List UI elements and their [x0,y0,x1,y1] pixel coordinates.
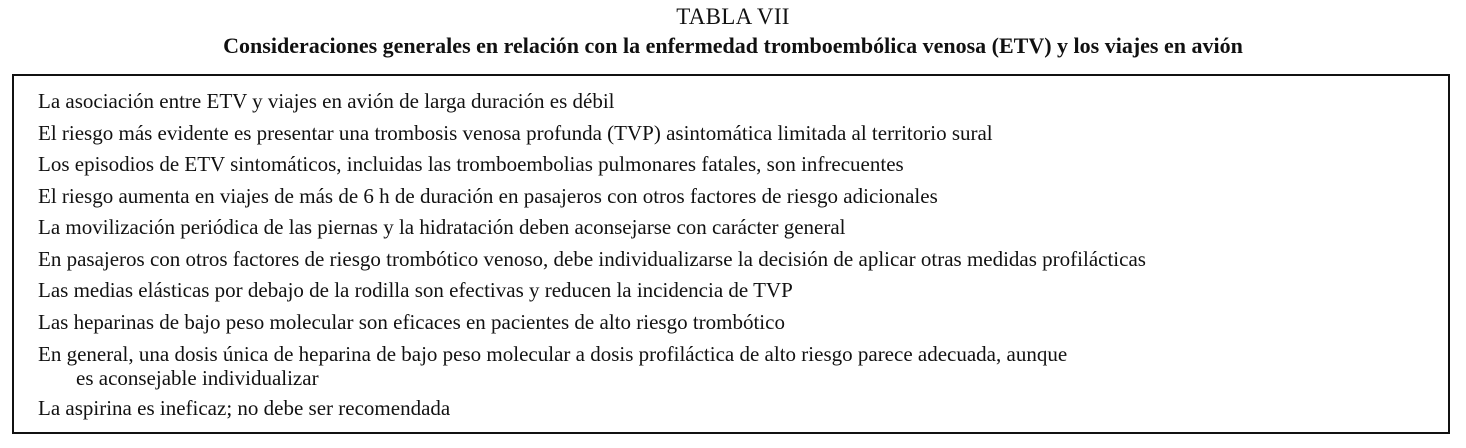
table-label: TABLA VII [676,4,790,29]
item-text: La movilización periódica de las piernas y la hidratación deben aconsejarse con carácter general [38,215,846,239]
item-continuation-text: es aconsejable individualizar [76,366,319,390]
list-item [38,393,1146,425]
list-item [38,338,1146,393]
list-item [38,118,1146,150]
list-item [38,307,1146,339]
list-item [38,86,1146,118]
list-item [38,244,1146,276]
item-text: La aspirina es ineficaz; no debe ser recomendada [38,396,451,420]
list-item [38,275,1146,307]
item-text: En general, una dosis única de heparina de bajo peso molecular a dosis profiláctica de alto riesgo parece adecuada, aunque [38,342,1068,366]
item-text: El riesgo aumenta en viajes de más de 6 h de duración en pasajeros con otros factores de riesgo adicionales [38,183,938,208]
table-box [12,74,1450,434]
table-title: Consideraciones generales en relación con la enfermedad tromboembólica venosa (ETV) y los viajes en avión [223,33,1243,58]
list-item [38,149,1146,181]
item-text: En pasajeros con otros factores de riesgo trombótico venoso, debe individualizarse la decisión de aplicar otras medidas profilácticas [38,246,1146,271]
item-text: La asociación entre ETV y viajes en avión de larga duración es débil [38,89,615,113]
item-text: Los episodios de ETV sintomáticos, incluidas las tromboembolias pulmonares fatales, son infrecuentes [38,152,904,176]
list-item [38,181,1146,213]
list-item [38,212,1146,244]
item-text: Las heparinas de bajo peso molecular son eficaces en pacientes de alto riesgo trombótico [38,309,785,334]
item-text: Las medias elásticas por debajo de la rodilla son efectivas y reducen la incidencia de TVP [38,278,793,302]
recommendations-list [38,86,1146,425]
item-text: El riesgo más evidente es presentar una trombosis venosa profunda (TVP) asintomática limitada al territorio sural [38,120,993,145]
